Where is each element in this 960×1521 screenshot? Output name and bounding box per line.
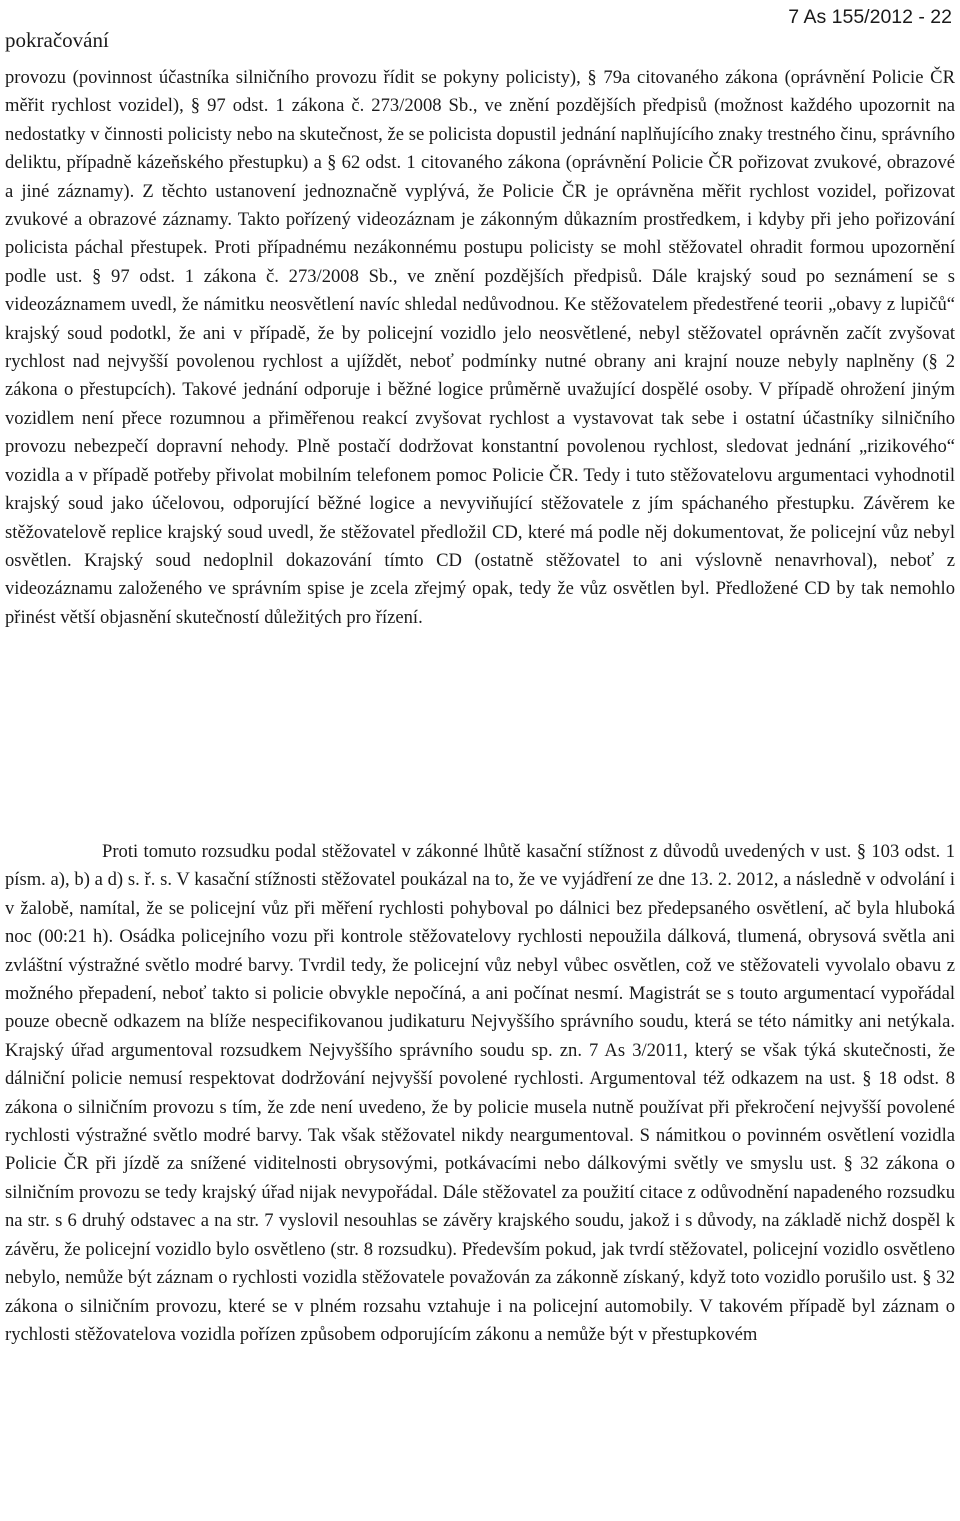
case-number: 7 As 155/2012 - 22 [788, 6, 952, 28]
paragraph: provozu (povinnost účastníka silničního provozu řídit se pokyny policisty), § 79a citovaného zákona (oprávnění Policie ČR měřit rychlost vozidel), § 97 odst. 1 zákona č. 273/2008 Sb., ve znění pozdějších předpisů (možnost každého upozornit na nedostatky v činnosti policisty nebo na skutečnost, že se policista dopustil jednání naplňujícího znaky trestného činu, správního deliktu, případně kázeňského přestupku) a § 62 odst. 1 citovaného zákona (oprávnění Policie ČR pořizovat zvukové, obrazové a jiné záznamy). Z těchto ustanovení jednoznačně vyplývá, že Policie ČR je oprávněna měřit rychlost vozidel, pořizovat zvukové a obrazové záznamy. Takto pořízený videozáznam je zákonným důkazním prostředkem, i kdyby při jeho pořizování policista páchal přestupek. Proti případnému nezákonnému postupu policisty se mohl stěžovatel ohradit formou upozornění podle ust. § 97 odst. 1 zákona č. 273/2008 Sb., ve znění pozdějších předpisů. Dále krajský soud po seznámení se s videozáznamem uvedl, že námitku neosvětlení navíc shledal nedůvodnou. Ke stěžovatelem předestřené teorii „obavy z lupičů“ krajský soud podotkl, že ani v případě, že by policejní vozidlo jelo neosvětlené, nebyl stěžovatel oprávněn začít zvyšovat rychlost nad nejvyšší povolenou rychlost a ujíždět, neboť podmínky nutné obrany ani krajní nouze nebyly naplněny (§ 2 zákona o přestupcích). Takové jednání odporuje i běžné logice průměrně uvažující dospělé osoby. V případě ohrožení jiným vozidlem není přece rozumnou a přiměřenou reakcí zvyšovat rychlost a vystavovat tak sebe i ostatní účastníky silničního provozu nebezpečí dopravní nehody. Plně postačí dodržovat konstantní povolenou rychlost, sledovat jednání „rizikového“ vozidla a v případě potřeby přivolat mobilním telefonem pomoc Policie ČR. Tedy i tuto stěžovatelovu argumentaci vyhodnotil krajský soud jako účelovou, odporující běžné logice a nevyviňující stěžovatele z jím spáchaného přestupku. Závěrem ke stěžovatelově replice krajský soud uvedl, že stěžovatel předložil CD, které má podle něj dokumentovat, že policejní vůz nebyl osvětlen. Krajský soud nedoplnil dokazování tímto CD (ostatně stěžovatel to ani výslovně nenavrhoval), neboť z videozáznamu založeného ve správním spise je zcela zřejmý opak, tedy že vůz osvětlen byl. Předložené CD by tak nemohlo přinést větší objasnění skutečností důležitých pro řízení. [5, 67, 955, 628]
page-header [5, 6, 952, 66]
continuation-label: pokračování [5, 28, 109, 52]
paragraph: Proti tomuto rozsudku podal stěžovatel v zákonné lhůtě kasační stížnost z důvodů uvedených v ust. § 103 odst. 1 písm. a), b) a d) s. ř. s. V kasační stížnosti stěžovatel poukázal na to, že ve vyjádření ze dne 13. 2. 2012, a následně v odvolání i v žalobě, namítal, že se policejní vůz při měření rychlosti pohyboval po dálnici bez předepsaného osvětlení, ač byla hluboká noc (00:21 h). Osádka policejního vozu při kontrole stěžovatelovy rychlosti nepoužila dálková, tlumená, obrysová světla ani zvláštní výstražné světlo modré barvy. Tvrdil tedy, že policejní vůz nebyl vůbec osvětlen, což ve stěžovateli vyvolalo obavu z možného přepadení, neboť takto si policie obvykle nepočíná, a ani počínat nesmí. Magistrát se s touto argumentací vypořádal pouze obecně odkazem na blíže nespecifikovanou judikaturu Nejvyššího správního soudu, která se této námitky ani netýkala. Krajský úřad argumentoval rozsudkem Nejvyššího správního soudu sp. zn. 7 As 3/2011, který se však týká skutečnosti, že dálniční policie nemusí respektovat dodržování nejvyšší povolené rychlosti. Argumentoval též odkazem na ust. § 18 odst. 8 zákona o silničním provozu s tím, že zde není uvedeno, že by policie musela nutně používat při překročení nejvyšší povolené rychlosti výstražné světlo modré barvy. Tak však stěžovatel nikdy neargumentoval. S námitkou o povinném osvětlení vozidla Policie ČR při jízdě za snížené viditelnosti obrysovými, potkávacími nebo dálkovými světly ve smyslu ust. § 32 zákona o silničním provozu se tedy krajský úřad nijak nevypořádal. Dále stěžovatel za použití citace z odůvodnění napadeného rozsudku na str. s 6 druhý odstavec a na str. 7 vyslovil nesouhlas se závěry krajského soudu, jakož i s důvody, na základě nichž dospěl k závěru, že policejní vozidlo bylo osvětleno (str. 8 rozsudku). Především pokud, jak tvrdí stěžovatel, policejní vozidlo osvětleno nebylo, nemůže být záznam o rychlosti vozidla stěžovatele považován za zákonně získaný, když toto vozidlo porušilo ust. § 32 zákona o silničním provozu, které se v plném rozsahu vztahuje i na policejní automobily. V takovém případě byl záznam o rychlosti stěžovatelova vozidla pořízen způsobem odporujícím zákonu a nemůže být v přestupkovém [5, 841, 955, 1345]
